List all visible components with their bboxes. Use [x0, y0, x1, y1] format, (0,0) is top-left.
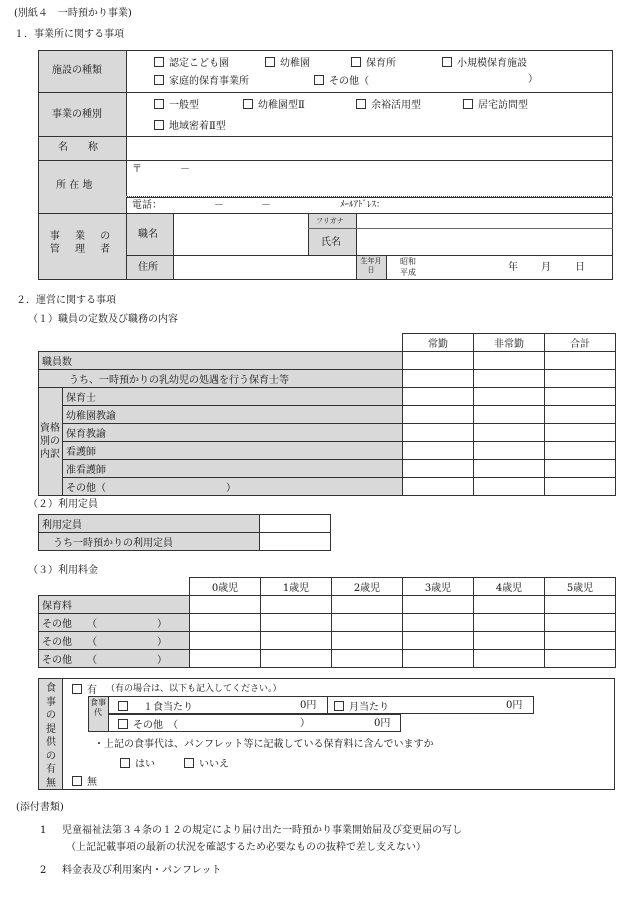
per-month-amount: 0円: [506, 700, 523, 711]
row-fee-other: その他 （ ）: [39, 614, 190, 632]
facility-section: [38, 50, 613, 280]
cell[interactable]: [403, 614, 474, 632]
cell[interactable]: [545, 388, 616, 406]
meal-other-close: ）: [300, 718, 310, 729]
checkbox-icon: [72, 776, 82, 786]
row-staff-count: 職員数: [39, 352, 403, 370]
row-qual: 保育士: [63, 388, 403, 406]
checkbox-icon: [265, 57, 275, 67]
row-fee-other: その他 （ ）: [39, 650, 190, 668]
cell[interactable]: [474, 478, 545, 496]
furigana-label: フリガナ: [316, 217, 344, 225]
capacity-subheading: （２）利用定員: [28, 499, 98, 510]
cell[interactable]: [403, 632, 474, 650]
checkbox-icon: [72, 684, 82, 694]
checkbox-icon: [154, 99, 164, 109]
phone-label: 電話：: [132, 200, 162, 211]
cell[interactable]: [403, 370, 474, 388]
option-general[interactable]: 一般型: [154, 99, 199, 111]
cell[interactable]: [332, 614, 403, 632]
option-surplus[interactable]: 余裕活用型: [356, 99, 421, 111]
postal-dash: －: [180, 164, 190, 175]
meal-other-option[interactable]: その他 （: [118, 719, 178, 731]
title-label: 職名: [138, 229, 158, 240]
col-age: 1歳児: [261, 578, 332, 596]
cell[interactable]: [403, 442, 474, 460]
attachment-text-2: 料金表及び利用案内・パンフレット: [62, 865, 222, 876]
per-month-option[interactable]: 月当たり: [334, 701, 389, 713]
checkbox-icon: [442, 57, 452, 67]
cell[interactable]: [545, 632, 616, 650]
attachment-num-2: 2: [40, 865, 47, 876]
manager-label: 事 業 の 管 理 者: [49, 231, 117, 255]
row-qual: 保育教諭: [63, 424, 403, 442]
cell[interactable]: [403, 424, 474, 442]
unit-day: 日: [575, 262, 585, 273]
row-fee: 保育料: [39, 596, 190, 614]
cell[interactable]: [332, 632, 403, 650]
row-qual: 准看護師: [63, 460, 403, 478]
cell[interactable]: [403, 406, 474, 424]
unit-year: 年: [508, 262, 518, 273]
meals-no-option[interactable]: 無: [72, 776, 97, 788]
cell[interactable]: [474, 442, 545, 460]
residence-label: 住所: [138, 262, 158, 273]
staff-subheading: （１）職員の定数及び職務の内容: [28, 314, 178, 325]
cell[interactable]: [261, 650, 332, 668]
birth-label: 生年月日: [360, 257, 382, 274]
cell[interactable]: [261, 596, 332, 614]
cell[interactable]: [190, 596, 261, 614]
other-close-paren: ）: [528, 74, 538, 85]
cell[interactable]: [403, 596, 474, 614]
era-showa: 昭和: [400, 257, 416, 266]
cell[interactable]: [474, 370, 545, 388]
checkbox-icon: [154, 120, 164, 130]
form-header: (別紙４ 一時預かり事業): [14, 8, 132, 19]
facility-type-label: 施設の種類: [52, 65, 102, 76]
cell[interactable]: [474, 424, 545, 442]
staff-table: [38, 333, 616, 496]
cell[interactable]: [403, 478, 474, 496]
cell[interactable]: [474, 352, 545, 370]
phone-dash-2: －: [261, 200, 271, 211]
attachment-note-1: （上記記載事項の最新の状況を確認するため必要なものの抜粋で差し支えない）: [66, 842, 426, 853]
option-home-based[interactable]: 家庭的保育事業所: [154, 75, 249, 87]
cell[interactable]: [545, 406, 616, 424]
col-age: 2歳児: [332, 578, 403, 596]
checkbox-icon: [463, 99, 473, 109]
attachments-heading: (添付書類): [16, 802, 64, 813]
row-qual: 幼稚園教諭: [63, 406, 403, 424]
row-qual: その他（ ）: [63, 478, 403, 496]
cell[interactable]: [190, 650, 261, 668]
row-capacity-temp: うち一時預かりの利用定員: [39, 533, 260, 551]
row-qual: 看護師: [63, 442, 403, 460]
cell[interactable]: [474, 460, 545, 478]
col-age: 5歳児: [545, 578, 616, 596]
cell[interactable]: [332, 650, 403, 668]
checkbox-icon: [356, 99, 366, 109]
cell[interactable]: [260, 515, 331, 533]
cell[interactable]: [545, 614, 616, 632]
option-home-visit[interactable]: 居宅訪問型: [463, 99, 528, 111]
cell[interactable]: [474, 650, 545, 668]
cell[interactable]: [403, 460, 474, 478]
cell[interactable]: [332, 596, 403, 614]
cell[interactable]: [403, 388, 474, 406]
unit-month: 月: [541, 262, 551, 273]
answer-no-option[interactable]: いいえ: [184, 758, 229, 770]
fees-subheading: （３）利用料金: [28, 565, 98, 576]
col-fulltime: 常勤: [403, 334, 474, 352]
section2-heading: ２．運営に関する事項: [16, 295, 116, 306]
cell[interactable]: [403, 650, 474, 668]
cell[interactable]: [474, 596, 545, 614]
cell[interactable]: [403, 352, 474, 370]
meal-fee-label: 食事代: [90, 698, 106, 717]
option-nintei[interactable]: 認定こども園: [154, 57, 229, 69]
meal-other-amount: 0円: [374, 718, 391, 729]
checkbox-icon: [334, 701, 344, 711]
cell[interactable]: [474, 632, 545, 650]
col-total: 合計: [545, 334, 616, 352]
business-type-label: 事業の種別: [52, 109, 102, 120]
cell[interactable]: [260, 533, 331, 551]
name-field[interactable]: [130, 138, 608, 158]
cell[interactable]: [190, 614, 261, 632]
checkbox-icon: [120, 758, 130, 768]
meals-label: 食事の提供の有無: [46, 683, 56, 789]
row-childcare-staff: うち、一時預かりの乳幼児の処遇を行う保育士等: [39, 370, 403, 388]
section1-heading: １．事業所に関する事項: [14, 29, 124, 40]
email-label: ﾒｰﾙｱﾄﾞﾚｽ：: [340, 200, 386, 210]
attachment-text-1: 児童福祉法第３４条の１２の規定により届け出た一時預かり事業開始届及び変更届の写し: [62, 825, 462, 836]
cell[interactable]: [474, 406, 545, 424]
checkbox-icon: [154, 57, 164, 67]
col-parttime: 非常勤: [474, 334, 545, 352]
option-kindergarten-2[interactable]: 幼稚園型Ⅱ: [243, 99, 305, 111]
option-other[interactable]: その他（: [314, 75, 369, 87]
address-label: 所 在 地: [56, 180, 93, 191]
row-capacity: 利用定員: [39, 515, 260, 533]
checkbox-icon: [243, 99, 253, 109]
cell[interactable]: [545, 352, 616, 370]
checkbox-icon: [184, 758, 194, 768]
option-kindergarten[interactable]: 幼稚園: [265, 57, 310, 69]
col-age: 4歳児: [474, 578, 545, 596]
option-small-scale[interactable]: 小規模保育施設: [442, 57, 527, 69]
phone-dash-1: －: [214, 200, 224, 211]
cell[interactable]: [545, 424, 616, 442]
cell[interactable]: [545, 478, 616, 496]
cell[interactable]: [261, 632, 332, 650]
attachment-num-1: 1: [40, 825, 47, 836]
per-meal-option[interactable]: １食当たり: [118, 701, 193, 713]
cell[interactable]: [545, 596, 616, 614]
person-name-label: 氏名: [321, 237, 341, 248]
col-age: 3歳児: [403, 578, 474, 596]
checkbox-icon: [118, 719, 128, 729]
checkbox-icon: [118, 701, 128, 711]
meals-yes-note: （有の場合は、以下も記入してください。）: [106, 684, 282, 694]
checkbox-icon: [314, 75, 324, 85]
cell[interactable]: [474, 614, 545, 632]
meals-yes-option[interactable]: 有: [72, 684, 97, 696]
qualification-label: 資格別の内訳: [40, 423, 60, 460]
cell[interactable]: [545, 442, 616, 460]
option-community[interactable]: 地域密着Ⅱ型: [154, 120, 226, 132]
col-age: 0歳児: [190, 578, 261, 596]
option-nursery[interactable]: 保育所: [351, 57, 396, 69]
name-label: 名 称: [58, 142, 98, 153]
row-fee-other: その他 （ ）: [39, 632, 190, 650]
meal-question: ・上記の食事代は、パンフレット等に記載している保育料に含んでいますか: [94, 739, 434, 750]
cell[interactable]: [545, 650, 616, 668]
checkbox-icon: [351, 57, 361, 67]
answer-yes-option[interactable]: はい: [120, 758, 155, 770]
fees-table: [38, 577, 616, 668]
postal-mark: 〒: [132, 164, 142, 175]
checkbox-icon: [154, 75, 164, 85]
per-meal-amount: 0円: [300, 700, 317, 711]
cell[interactable]: [545, 460, 616, 478]
era-heisei: 平成: [400, 268, 416, 277]
cell[interactable]: [190, 632, 261, 650]
cell[interactable]: [474, 388, 545, 406]
cell[interactable]: [261, 614, 332, 632]
meals-section: [38, 678, 615, 790]
capacity-table: [38, 514, 331, 551]
cell[interactable]: [545, 370, 616, 388]
